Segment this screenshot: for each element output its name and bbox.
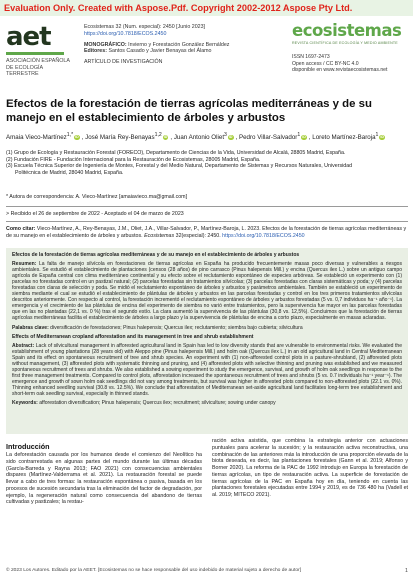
aet-logo[interactable] xyxy=(6,24,76,78)
ecosistemas-tagline: REVISTA CIENTÍFICA DE ECOLOGÍA Y MEDIO AMBIENTE xyxy=(292,41,398,45)
orcid-icon[interactable]: iD xyxy=(75,134,79,139)
monograph-label: MONOGRÁFICO: xyxy=(84,41,127,48)
abstract-en-text: Lack of silvicultural management in afforested agricultural land in Spain has led to low diversity stands that are vulnerable to environmental risks. We evaluated the establishment of young plantations (28 years old) with Aleppo pine (Pinus halepensis Mill.) and holm oak (Quercus ilex L.) in an old agricultural land in Central Mediterranean Spain and its effect on spontaneous recruitment of tree and shrub species. An experiment with (1) non-afforested control plots in a pasture-shrubland, (2) afforested plots without management, (3) afforested plots with systematic thinning and pruning, and (4) afforested plots with selective thinning and pruning was established and we measured spontaneous recruitment of trees and shrubs. We also established a sowing experiment to study the emergence, survival, and growth of holm oak seedlings in response to the first three management treatments. Compared to control plots, afforestation increased the spontaneous recruitment of trees and shrubs (5 vs. 0.7 individuals ha⁻¹ year⁻¹). The emergence and growth of sown holm oak seedlings did not vary among treatments, but survival was higher in afforested plots compared to non-afforested plots (22.1 vs. 0%). Thinning enhanced seedling survival (30.8 vs. 12.5%). We conclude that afforestation of Mediterranean set-aside agricultural land facilitates long-term tree establishment and short-term oak seedling survival, especially in thinned stands. xyxy=(12,342,403,397)
affiliation-item: (3) Escuela Técnica Superior de Ingeniería de Montes, Forestal y del Medio Natural, Departamento de Sistemas y Recursos Naturales, Universidad xyxy=(6,163,353,170)
author-affiliation-sup: 1 xyxy=(375,132,379,138)
author-affiliation-sup: 1,* xyxy=(66,132,74,138)
orcid-icon[interactable]: iD xyxy=(380,134,384,139)
editors-line xyxy=(84,48,284,55)
author-name: Juan Antonio Oliet xyxy=(173,134,225,142)
keywords-es-text: diversificación de forestaciones; Pinus halepensis; Quercus ilex; reclutamiento; siembra bajo cubierta; silvicultura xyxy=(50,324,303,331)
copyright-footer: © 2023 Los Autores. Editado por la AEET. [Ecosistemas no se hace responsable del uso indebido de material sujeto a derecho de autor] xyxy=(6,568,302,573)
abstract-box xyxy=(6,248,408,434)
keywords-en-text: afforestation diversification; Pinus halepensis; Quercus ilex; recruitment; silviculture; sowing under canopy xyxy=(39,400,276,407)
aet-logo-subtitle-2: DE ECOLOGÍA TERRESTRE xyxy=(6,64,43,78)
abstract-es-paragraph xyxy=(12,261,402,321)
abstract-en-label: Abstract: xyxy=(12,342,35,349)
abstract-es-heading: Efectos de la forestación de tierras agrícolas mediterráneas y de su manejo en el establecimiento de árboles y arbustos xyxy=(12,252,300,258)
citation-block xyxy=(6,226,408,239)
divider xyxy=(6,221,408,222)
evaluation-watermark: Evaluation Only. Created with Aspose.Pdf. Copyright 2002-2012 Aspose Pty Ltd. xyxy=(0,0,413,16)
author-name: Amaia Vieco-Martínez xyxy=(6,134,67,142)
issn: ISSN 1697-2473 xyxy=(292,54,330,60)
introduction-left-column: La deforestación causada por los humanos desde el comienzo del Neolítico ha sido contrarrestada en algunas partes del mundo durante las últimas décadas (García-Barreda y Rayna 2013; FAO 2021) con consecuencias ambientales dispares (Martínez-Valderrama et al. 2021). La restauración forestal se puede llevar a cabo de tres formas: la restauración espontánea o pasiva, basada en los procesos de sucesión secundaria tras la eliminación del factor de degradación, por ejemplo, la regeneración natural como consecuencia del abandono de tierras cultivadas y pastizales; la restau- xyxy=(6,452,202,506)
affiliation-item: (2) Fundación FIRE - Fundación Internacional para la Restauración de Ecosistemas, 28005 Madrid, España. xyxy=(6,156,261,163)
introduction-right-column: ración activa asistida, que combina la estrategia anterior con actuaciones puntuales para acelerar la sucesión; y la restauración activa reconstructiva, una combinación de las anteriores más la introducción de una proporción elevada de la biota deseada, es decir, las plantaciones forestales (Gann et al. 2019; Alfonso y Borner 2020). La reforma de la PAC de 1992 introdujo en Europa la forestación de tierras agrícolas, un tipo de restauración activa. La superficie de forestación de tierras agrícolas de la PAC en España hoy en día, teniendo en cuenta las plantaciones forestales ejecutadas entre 1994 y 2019, es de 736 480 ha (Vadell et al. 2019; MITECO 2021). xyxy=(212,438,408,498)
abstract-es-label: Resumen: xyxy=(12,261,37,268)
journal-issn-block xyxy=(292,54,410,74)
keywords-en-label: Keywords: xyxy=(12,400,38,407)
citation-label: Como citar: xyxy=(6,226,36,232)
introduction-heading: Introducción xyxy=(6,442,50,451)
affiliations xyxy=(6,150,408,176)
ecosistemas-logo-text: ecosistemas xyxy=(292,21,402,40)
corresponding-author: * Autora de correspondencia: A. Vieco-Martínez [amaiavieco.ma@gmail.com] xyxy=(6,194,188,200)
keywords-es-label: Palabras clave: xyxy=(12,324,49,331)
citation-doi-link[interactable]: https://doi.org/10.7818/ECOS.2450 xyxy=(222,232,305,239)
author-affiliation-sup: 1 xyxy=(297,132,301,138)
citation-text: Vieco-Martínez, A., Rey-Benayas, J.M., Oliet, J.A., Villar-Salvador, P., Martínez-Baroja, L. 2023. Efectos de la forestación de tierras agrícolas mediterráneas y de su manejo en el establecimiento de árboles y arbustos. xyxy=(6,226,407,239)
orcid-icon[interactable]: iD xyxy=(228,134,233,139)
author-affiliation-sup: 3 xyxy=(224,132,227,138)
affiliation-item: (1) Grupo de Ecología y Restauración Forestal (FORECO), Departamento de Ciencias de la Vida, Universidad de Alcalá, 28805 Madrid, España. xyxy=(6,150,346,156)
received-dates: > Recibido el 26 de septiembre de 2022 - Aceptado el 04 de marzo de 2023 xyxy=(6,211,184,217)
orcid-icon[interactable]: iD xyxy=(302,134,306,139)
journal-meta xyxy=(84,24,284,66)
monograph-value: Invierno y Forestación González Bernáldez xyxy=(128,41,230,48)
aet-logo-text: aet xyxy=(6,22,51,52)
editors-label: Editores: xyxy=(84,48,107,55)
article-type: ARTÍCULO DE INVESTIGACIÓN xyxy=(84,59,163,66)
author-affiliation-sup: 1,2 xyxy=(154,132,162,138)
divider xyxy=(6,206,408,207)
author-list: Amaia Vieco-Martínez$^{1,*}$ iD , José María Rey-Benayas$^{1,2}$ iD , Juan Antonio Oliet$^3$ iD , Pedro Villar-Salvador$^1$ iD , Loreto Martínez-Baroja$^1$ iD xyxy=(6,132,384,142)
journal-volume: Ecosistemas 32 (Num. especial): 2450 [Junio 2023] xyxy=(84,24,206,30)
abstract-en-paragraph xyxy=(12,343,402,397)
keywords-es xyxy=(12,325,402,331)
journal-website[interactable]: disponible en www.revistaecosistemas.net xyxy=(292,67,388,74)
abstract-es-text: La falta de manejo silvícola en forestaciones de tierras agrícolas en España ha producido frecuentemente masas poco diversas y vulnerables a riesgos ambientales. Se estudió el establecimiento de plantaciones (censos (28 años) de pino carrasco (Pinus halepensis Mill.) y encina (Quercus ilex L.) sobre un antiguo campo agrícola de España central con clima mediterráneo continental y su efecto sobre el reclutamiento espontáneo de especies arbóreas. Se estableció un experimento con (1) parcelas no forestadas control en un pastizal natural; (2) parcelas forestadas sin tratamientos silvícolas; (3) parcelas forestadas con claras sistemáticas y poda; y (4) parcelas forestadas con claras de selección y poda. Se midió el reclutamiento espontáneo de árboles y arbustos y parámetros ambientales. También se estableció un experimento de siembra mediante el cual se estudió el establecimiento de plántulas de árboles y arbustos en las parcelas forestadas y control en los tres primeros tratamientos silvícolas descritos anteriormente. Con respecto al control, la forestación incrementó el reclutamiento espontáneo de árboles y arbustos forestadas (5 vs. 0,7 individuos ha⁻¹ año⁻¹). La emergencia y el crecimiento de las plántulas de encina del experimento de siembra no varió entre tratamientos, pero la supervivencia fue mayor en las parcelas forestadas que en las no plantadas (22,1 vs. 0 %) tras el segundo estío. La clara aumentó la supervivencia de las plántulas (30,8 vs. 12,5%). Concluimos que la forestación de tierras agrícolas mediterráneas facilita el establecimiento de árboles a largo plazo y la supervivencia de plántulas de encina a corto plazo, especialmente en masas aclaradas. xyxy=(12,261,402,322)
journal-header xyxy=(0,18,413,90)
aet-logo-subtitle-1: ASOCIACIÓN ESPAÑOLA xyxy=(6,58,71,64)
author-name: Pedro Villar-Salvador xyxy=(238,134,298,142)
keywords-en xyxy=(12,400,402,406)
journal-doi-link[interactable]: https://doi.org/10.7818/ECOS.2450 xyxy=(84,30,167,37)
author-name: Loreto Martínez-Baroja xyxy=(312,134,376,142)
citation-journal: Ecosistemas xyxy=(144,232,175,239)
author-name: José María Rey-Benayas xyxy=(85,134,155,142)
affiliation-item: Politécnica de Madrid, 28040 Madrid, España. xyxy=(15,169,124,176)
citation-ref: 32(especial): 2450. xyxy=(175,232,221,239)
license: Open access / CC BY-NC 4.0 xyxy=(292,60,359,67)
article-title: Efectos de la forestación de tierras agrícolas mediterráneas y de su manejo en el establecimiento de árboles y arbustos xyxy=(6,98,372,124)
ecosistemas-logo[interactable] xyxy=(292,22,410,74)
orcid-icon[interactable]: iD xyxy=(163,134,168,139)
editors-value: Santos Casado y Javier Benayas del Álamo xyxy=(108,48,212,55)
abstract-en-heading: Effects of Mediterranean cropland afforestation and its management in tree and shrub establishment xyxy=(12,333,254,340)
page-number: 1 xyxy=(405,568,408,574)
aet-logo-bar xyxy=(6,52,64,55)
